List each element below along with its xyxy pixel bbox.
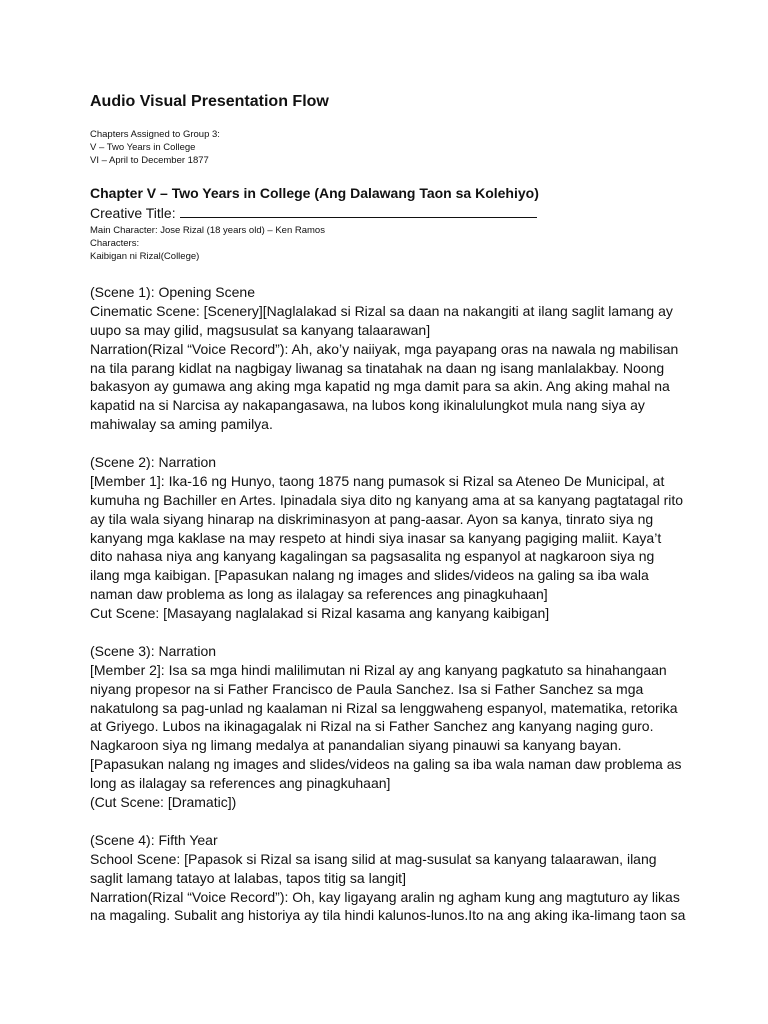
scene-line: dito nahasa niya ang kanyang kagalingan sa pagsasalita ng espanyol at nagkaroon siya ng [90, 548, 655, 565]
chapter-heading: Chapter V – Two Years in College (Ang Dalawang Taon sa Kolehiyo) [90, 185, 539, 201]
scene-line: ilang mga kaibigan. [Papasukan nalang ng images and slides/videos na galing sa iba wala [90, 567, 649, 584]
scene-line: niyang propesor na si Father Francisco de Paula Sanchez. Isa si Father Sanchez sa mga [90, 680, 644, 697]
scene-line: Nagkaroon siya ng limang medalya at panandalian siyang pinauwi sa kanyang bayan. [90, 737, 622, 754]
scene-line: naman daw problema as long as ilalagay sa references ang pinagkuhaan] [90, 586, 548, 603]
characters-block [90, 224, 325, 263]
scene-heading: (Scene 4): Fifth Year [90, 831, 218, 848]
scene-line: saglit lamang tatayo at lalabas, tapos titig sa langit] [90, 869, 406, 886]
paragraph-gap [90, 623, 690, 642]
scene-line: kumuha ng Bachiller en Artes. Ipinadala siya dito ng kanyang ama at sa kanyang pagtatagal rito [90, 491, 684, 508]
scene-heading: (Scene 3): Narration [90, 642, 217, 659]
document-title: Audio Visual Presentation Flow [90, 93, 329, 110]
scene-heading: (Scene 2): Narration [90, 454, 217, 471]
creative-title-row [90, 205, 537, 221]
characters-label: Characters: [90, 238, 140, 249]
scene-line: (Cut Scene: [Dramatic]) [90, 794, 237, 811]
scene-1 [90, 283, 690, 434]
assigned-chapters [90, 128, 220, 167]
assigned-chapter-v: V – Two Years in College [90, 142, 196, 153]
scene-line: Narration(Rizal “Voice Record”): Oh, kay ligayang aralin ng agham kung ang magtuturo ay likas [90, 888, 680, 905]
scene-line: na magaling. Subalit ang historiya ay tila hindi kalunos-lunos.Ito na ang aking ika-limang taon sa [90, 907, 686, 924]
creative-title-label: Creative Title: [90, 205, 176, 221]
scene-line: long as ilalagay sa references ang pinagkuhaan] [90, 775, 391, 792]
scene-4 [90, 831, 690, 925]
scene-line: Narration(Rizal “Voice Record”): Ah, ako’y naiiyak, mga payapang oras na nawala ng mabilisan [90, 340, 679, 357]
scene-line: nakatulong sa pag-unlad ng kaalaman ni Rizal sa lenggwaheng espanyol, matematika, retorika [90, 699, 678, 716]
creative-title-blank [180, 205, 537, 218]
scene-line: Cinematic Scene: [Scenery][Naglalakad si Rizal sa daan na nakangiti at ilang saglit lamang ay [90, 302, 673, 319]
assigned-chapter-vi: VI – April to December 1877 [90, 155, 209, 166]
scene-body [90, 283, 690, 925]
scene-2 [90, 453, 690, 623]
character-friend: Kaibigan ni Rizal(College) [90, 251, 200, 262]
scene-line: kanyang mga kaklase na may respeto at hindi siya inasar sa kanyang pagiging maliit. Kaya’t [90, 529, 662, 546]
scene-line: [Member 2]: Isa sa mga hindi malilimutan ni Rizal ay ang kanyang pagkatuto sa hinahangaan [90, 661, 667, 678]
scene-line: mahiwalay sa aming pamilya. [90, 416, 273, 433]
scene-line: uupo sa may gilid, magsusulat sa kanyang talaarawan] [90, 321, 431, 338]
scene-line: at Griyego. Lubos na ikinagagalak ni Rizal na si Father Sanchez ang kanyang naging guro. [90, 718, 654, 735]
scene-line: kapatid na si Narcisa ay nakapangasawa, na lubos kong ikinalulungkot mula nang siya ay [90, 397, 645, 414]
scene-line: [Member 1]: Ika-16 ng Hunyo, taong 1875 nang pumasok si Rizal sa Ateneo De Municipal, at [90, 472, 665, 489]
scene-line: ay tila wala siyang hinarap na diskriminasyon at pang-aasar. Ayon sa kanya, tinrato siya ng [90, 510, 654, 527]
paragraph-gap [90, 434, 690, 453]
scene-line: bakasyon ay gumawa ang aking mga kapatid ng mga damit para sa akin. Ang aking mahal na [90, 378, 670, 395]
scene-line: [Papasukan nalang ng images and slides/videos na galing sa iba wala naman daw problema as [90, 756, 682, 773]
paragraph-gap [90, 812, 690, 831]
scene-line: na tila parang kidlat na nagbigay liwanag sa tinatahak na daan ng isang manlalakbay. Noong [90, 359, 665, 376]
scene-3 [90, 642, 690, 812]
scene-line: Cut Scene: [Masayang naglalakad si Rizal kasama ang kanyang kaibigan] [90, 605, 550, 622]
assigned-heading: Chapters Assigned to Group 3: [90, 129, 220, 140]
scene-line: School Scene: [Papasok si Rizal sa isang silid at mag-susulat sa kanyang talaarawan, ilang [90, 850, 657, 867]
main-character: Main Character: Jose Rizal (18 years old) – Ken Ramos [90, 225, 325, 236]
scene-heading: (Scene 1): Opening Scene [90, 284, 255, 300]
